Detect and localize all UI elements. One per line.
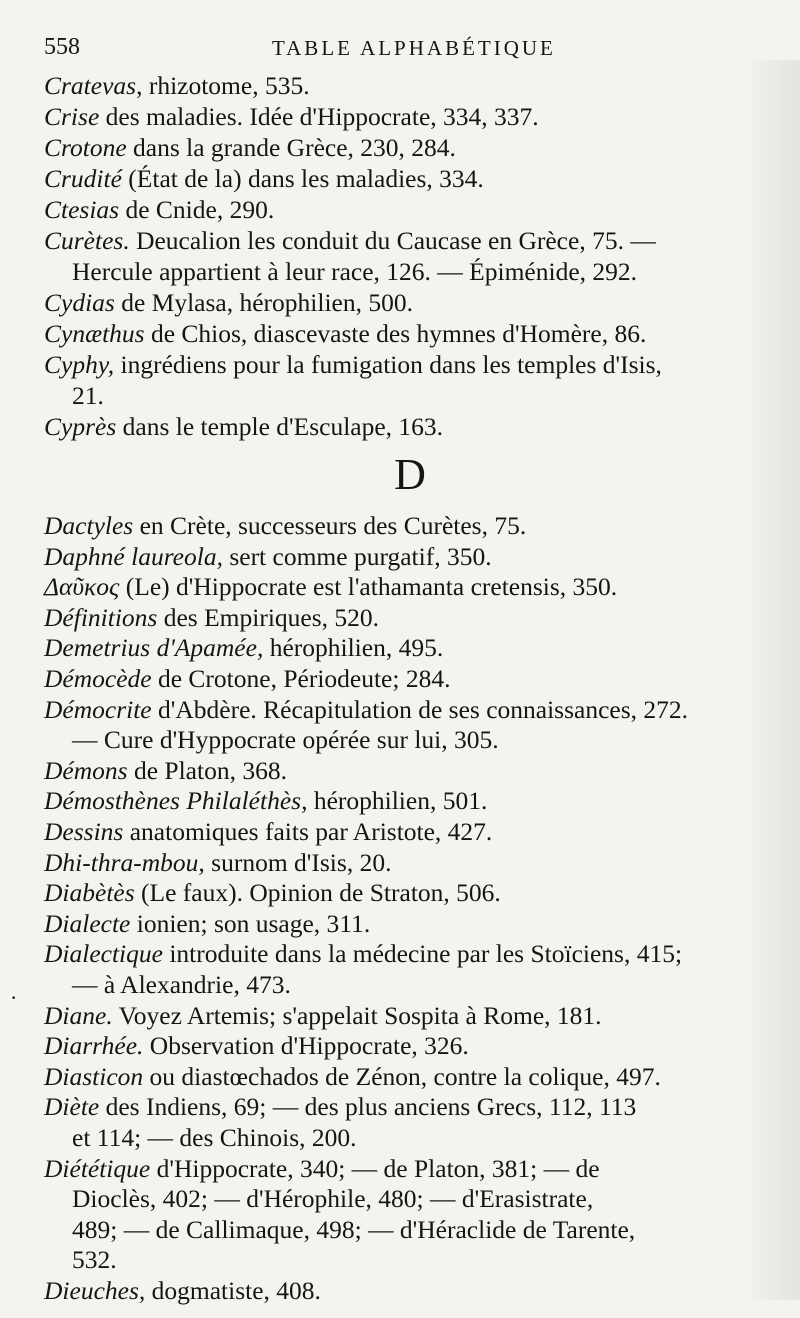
- entry-text: des Indiens, 69; — des plus anciens Grecs, 112, 113: [99, 1092, 637, 1122]
- index-entry: [44, 1000, 764, 1031]
- index-entry: [44, 101, 764, 132]
- entry-headword: Diététique: [44, 1153, 151, 1183]
- index-entry-continuation: [72, 724, 792, 755]
- page-number: 558: [44, 34, 80, 60]
- index-entry: [44, 318, 764, 349]
- entry-headword: Cratevas: [44, 71, 137, 100]
- index-entry: [44, 70, 764, 101]
- entry-headword: Crudité: [44, 164, 122, 193]
- entry-headword: Crise: [44, 102, 100, 131]
- entry-text: dogmatiste, 408.: [145, 1276, 321, 1305]
- index-entry-continuation: [72, 1122, 792, 1153]
- index-entry: [44, 663, 764, 694]
- entry-headword: Cyphy,: [44, 350, 115, 379]
- entry-headword: Curètes.: [44, 226, 130, 255]
- margin-mark: ·: [10, 985, 18, 1010]
- index-entry: [44, 694, 764, 725]
- entry-text: de Chios, diascevaste des hymnes d'Homère, 86.: [144, 319, 647, 348]
- index-entry-continuation: [72, 256, 792, 287]
- entry-text: — Cure d'Hyppocrate opérée sur lui, 305.: [72, 725, 499, 755]
- entry-text: anatomiques faits par Aristote, 427.: [123, 817, 493, 846]
- index-entry: [44, 1153, 764, 1184]
- index-entry-continuation: [72, 380, 792, 411]
- entry-text: ingrédiens pour la fumigation dans les temples d'Isis,: [114, 350, 662, 379]
- entry-headword: Dessins: [44, 817, 124, 846]
- index-entry: [44, 847, 764, 878]
- entry-text: (État de la) dans les maladies, 334.: [121, 164, 484, 193]
- entry-headword: Cynæthus: [44, 319, 145, 348]
- entry-text: hérophilien, 501.: [307, 786, 488, 816]
- entry-text: dans la grande Grèce, 230, 284.: [126, 133, 456, 162]
- index-entry: [44, 785, 764, 816]
- index-entry: [44, 877, 764, 908]
- index-entry: [44, 571, 764, 602]
- index-entry: [44, 602, 764, 633]
- entry-text: 21.: [72, 381, 104, 410]
- entry-text: des Empiriques, 520.: [157, 602, 380, 632]
- index-entry: [44, 411, 764, 442]
- entry-headword: Démocède: [44, 664, 152, 693]
- entry-text: ionien; son usage, 311.: [130, 908, 371, 938]
- entry-headword: Ctesias: [44, 195, 120, 224]
- index-entry: [44, 1275, 764, 1306]
- entry-headword: Dhi-thra-mbou,: [44, 847, 205, 877]
- entry-text: Dioclès, 402; — d'Hérophile, 480; — d'Erasistrate,: [72, 1184, 594, 1214]
- entry-text: hérophilien, 495.: [263, 633, 444, 663]
- entry-text: 532.: [72, 1245, 117, 1275]
- index-entry: [44, 1091, 764, 1122]
- entry-text: Deucalion les conduit du Caucase en Grèce, 75. —: [129, 226, 656, 255]
- index-entry: [44, 349, 764, 380]
- index-entry-continuation: [72, 1183, 792, 1214]
- entry-text: en Crète, successeurs des Curètes, 75.: [133, 511, 527, 540]
- entry-headword: Diarrhée.: [44, 1031, 144, 1061]
- entry-headword: Dialectique: [44, 939, 163, 969]
- entry-text: introduite dans la médecine par les Stoïciens, 415;: [162, 939, 683, 969]
- index-entry: [44, 541, 764, 572]
- index-entry-continuation: [72, 969, 792, 1000]
- index-entry: [44, 287, 764, 318]
- index-entry: [44, 1030, 764, 1061]
- entry-headword: Dialecte: [44, 908, 131, 938]
- entry-headword: Diète: [44, 1092, 100, 1122]
- entry-headword: Diane.: [44, 1000, 113, 1030]
- entry-text: de Platon, 368.: [127, 755, 287, 785]
- running-title: TABLE ALPHABÉTIQUE: [272, 36, 556, 60]
- entry-text: d'Abdère. Récapitulation de ses connaissances, 272.: [151, 694, 689, 724]
- entry-headword: Crotone: [44, 133, 127, 162]
- entry-headword: Diasticon: [44, 1061, 144, 1091]
- entry-text: (Le) d'Hippocrate est l'athamanta cretensis, 350.: [119, 572, 618, 602]
- entry-headword: Δαῦκος: [44, 572, 120, 602]
- index-entry: [44, 132, 764, 163]
- entry-headword: Dactyles: [44, 511, 134, 540]
- index-entry: [44, 194, 764, 225]
- entry-text: ou diastœchados de Zénon, contre la colique, 497.: [143, 1061, 661, 1091]
- index-entry: [44, 510, 764, 541]
- entry-text: de Mylasa, hérophilien, 500.: [114, 288, 413, 317]
- index-entry: [44, 632, 764, 663]
- entry-headword: Daphné laureola,: [44, 541, 223, 571]
- entry-text: , rhizotome, 535.: [136, 71, 310, 100]
- section-letter: D: [394, 450, 426, 499]
- entry-text: de Crotone, Périodeute; 284.: [151, 664, 451, 693]
- entry-text: (Le faux). Opinion de Straton, 506.: [134, 878, 501, 908]
- entry-text: des maladies. Idée d'Hippocrate, 334, 337.: [99, 102, 539, 131]
- page-header: [40, 34, 760, 68]
- entry-text: surnom d'Isis, 20.: [204, 847, 392, 877]
- page-edge-shadow: [744, 60, 800, 1300]
- entry-headword: Cydias: [44, 288, 115, 317]
- entry-text: dans le temple d'Esculape, 163.: [116, 412, 444, 441]
- index-entry-continuation: [72, 1214, 792, 1245]
- entry-text: de Cnide, 290.: [119, 195, 275, 224]
- entry-text: Hercule appartient à leur race, 126. — Épiménide, 292.: [72, 257, 638, 286]
- entry-headword: Démosthènes Philaléthès,: [44, 786, 308, 816]
- entry-text: sert comme purgatif, 350.: [222, 541, 492, 571]
- entry-headword: Dieuches,: [44, 1276, 146, 1305]
- entry-text: Voyez Artemis; s'appelait Sospita à Rome, 181.: [112, 1000, 602, 1030]
- index-entry-continuation: [72, 1244, 792, 1275]
- index-entry: [44, 163, 764, 194]
- entry-headword: Demetrius d'Apamée,: [44, 633, 264, 663]
- entry-headword: Cyprès: [44, 412, 117, 441]
- index-entry: [44, 225, 764, 256]
- entry-headword: Définitions: [44, 602, 158, 632]
- entry-text: Observation d'Hippocrate, 326.: [143, 1031, 469, 1061]
- entry-text: et 114; — des Chinois, 200.: [72, 1123, 357, 1152]
- index-entry: [44, 1061, 764, 1092]
- entry-headword: Démocrite: [44, 694, 152, 724]
- entry-text: — à Alexandrie, 473.: [72, 970, 291, 999]
- index-entry: [44, 938, 764, 969]
- index-entry: [44, 908, 764, 939]
- entry-text: d'Hippocrate, 340; — de Platon, 381; — de: [150, 1153, 600, 1183]
- index-entry: [44, 816, 764, 847]
- index-entry: [44, 755, 764, 786]
- entry-headword: Diabètès: [44, 878, 135, 908]
- entry-headword: Démons: [44, 755, 128, 785]
- entry-text: 489; — de Callimaque, 498; — d'Héraclide de Tarente,: [72, 1214, 636, 1244]
